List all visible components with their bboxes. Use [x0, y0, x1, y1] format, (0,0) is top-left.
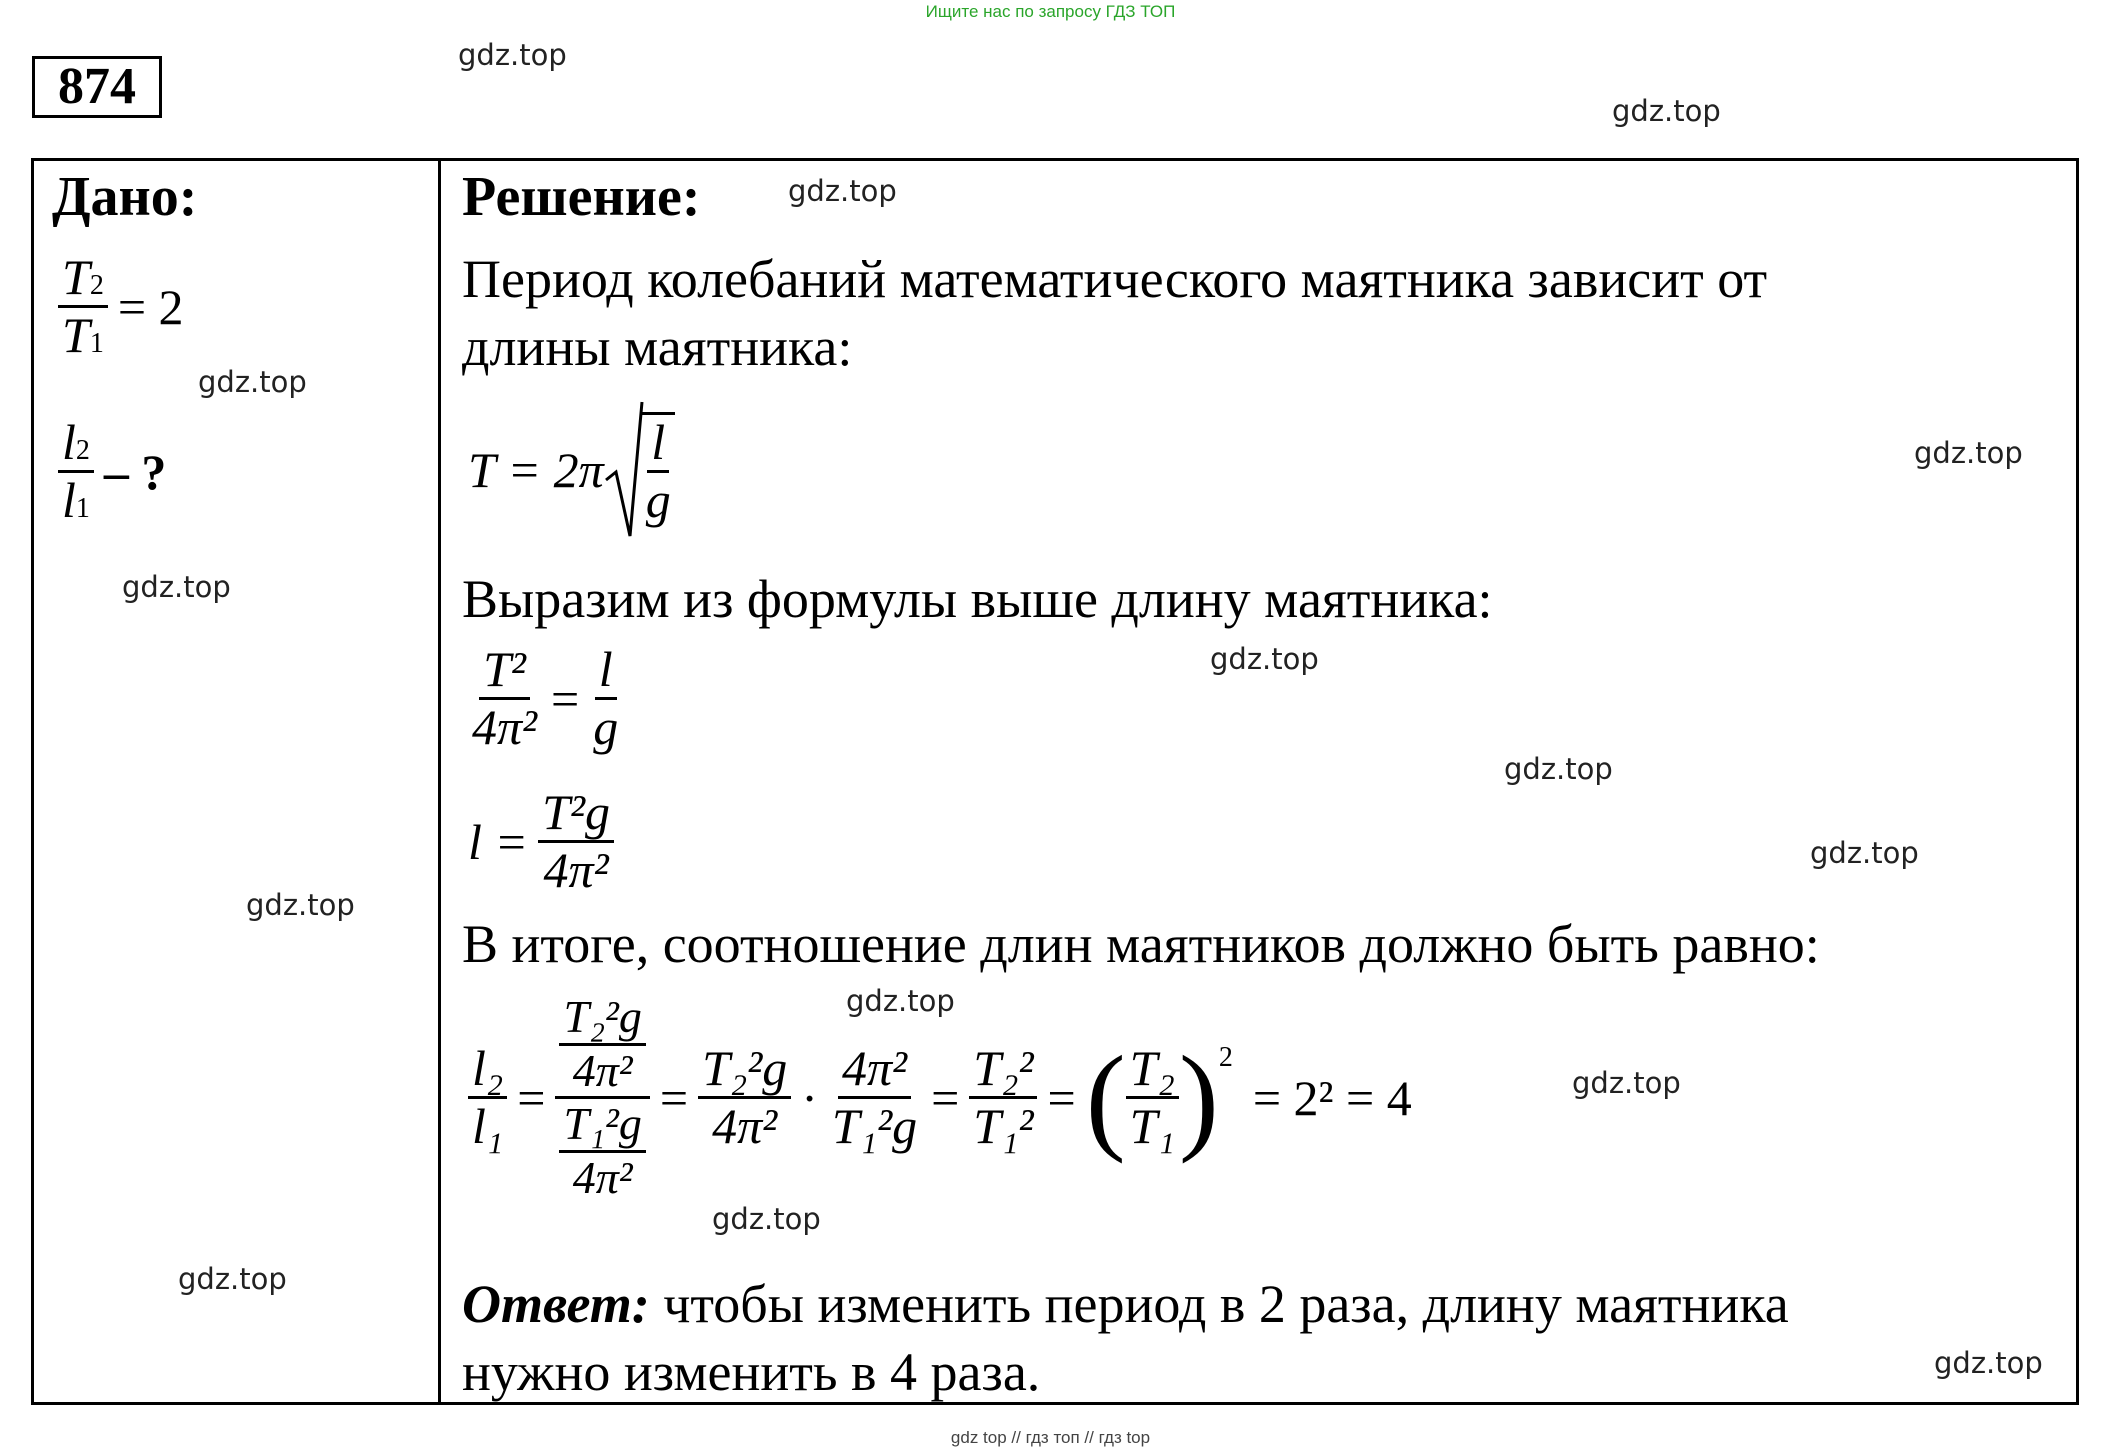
watermark: gdz.top: [1210, 642, 1319, 676]
watermark: gdz.top: [712, 1202, 821, 1236]
solution-paragraph-2: Выразим из формулы выше длину маятника:: [462, 569, 1493, 629]
watermark: gdz.top: [1504, 752, 1613, 786]
solution-paragraph-1-line-2: длины маятника:: [462, 317, 853, 377]
watermark: gdz.top: [1612, 94, 1721, 128]
watermark: gdz.top: [1934, 1346, 2043, 1380]
column-divider: [438, 158, 441, 1405]
top-banner: Ищите нас по запросу ГДЗ ТОП: [925, 2, 1176, 21]
footer: gdz top // гдз топ // гдз top: [950, 1428, 1151, 1447]
watermark: gdz.top: [1914, 436, 2023, 470]
sqrt-symbol: $\frac{l}{g}$: [604, 400, 675, 540]
problem-number: 874: [32, 56, 162, 118]
watermark: gdz.top: [198, 365, 307, 399]
formula-ratio: $\frac{\text{T²}}{\text{4π²}}$ = $\frac{l}{g}$: [472, 641, 619, 755]
solution-frame: [31, 158, 2079, 1405]
solution-heading: Решение:: [462, 166, 701, 228]
watermark: gdz.top: [178, 1262, 287, 1296]
formula-final: $\frac{\text{l₂}}{\text{l₁}}$ = $\frac{\frac{\text{T₂²g}}{\text{4π²}}}{\frac{\text{T₁²g}}{\text{4π²}}}$ = $\frac{\text{T₂²g}}{\text{4π²}}$ · $\frac{\text{4π²}}{\text{T₁²g}}$ = $\frac{\text{T₂²}}{\text{T₁²}}$ = ( $\frac{\text{T₂}}{\text{T₁}}$ ) 2 = 2² = 4: [468, 992, 1422, 1203]
watermark: gdz.top: [788, 174, 897, 208]
solution-paragraph-1-line-1: Период колебаний математического маятника зависит от: [462, 249, 1768, 309]
given-heading: Дано:: [52, 166, 198, 228]
watermark: gdz.top: [1572, 1066, 1681, 1100]
watermark: gdz.top: [1810, 836, 1919, 870]
watermark: gdz.top: [846, 984, 955, 1018]
answer-line-1: Ответ: чтобы изменить период в 2 раза, длину маятника: [462, 1274, 1789, 1334]
watermark: gdz.top: [246, 888, 355, 922]
answer-line-2: нужно изменить в 4 раза.: [462, 1342, 1041, 1402]
formula-period: T = 2π $\frac{l}{g}$: [468, 400, 675, 540]
watermark: gdz.top: [122, 570, 231, 604]
given-length-ratio: $\frac{l2}{l1}$ – ?: [58, 415, 176, 528]
solution-paragraph-3: В итоге, соотношение длин маятников должно быть равно:: [462, 914, 1820, 974]
given-period-ratio: $\frac{T2}{T1}$ = 2: [58, 250, 194, 363]
watermark: gdz.top: [458, 38, 567, 72]
formula-length: l = $\frac{\text{T²g}}{\text{4π²}}$: [468, 785, 614, 898]
